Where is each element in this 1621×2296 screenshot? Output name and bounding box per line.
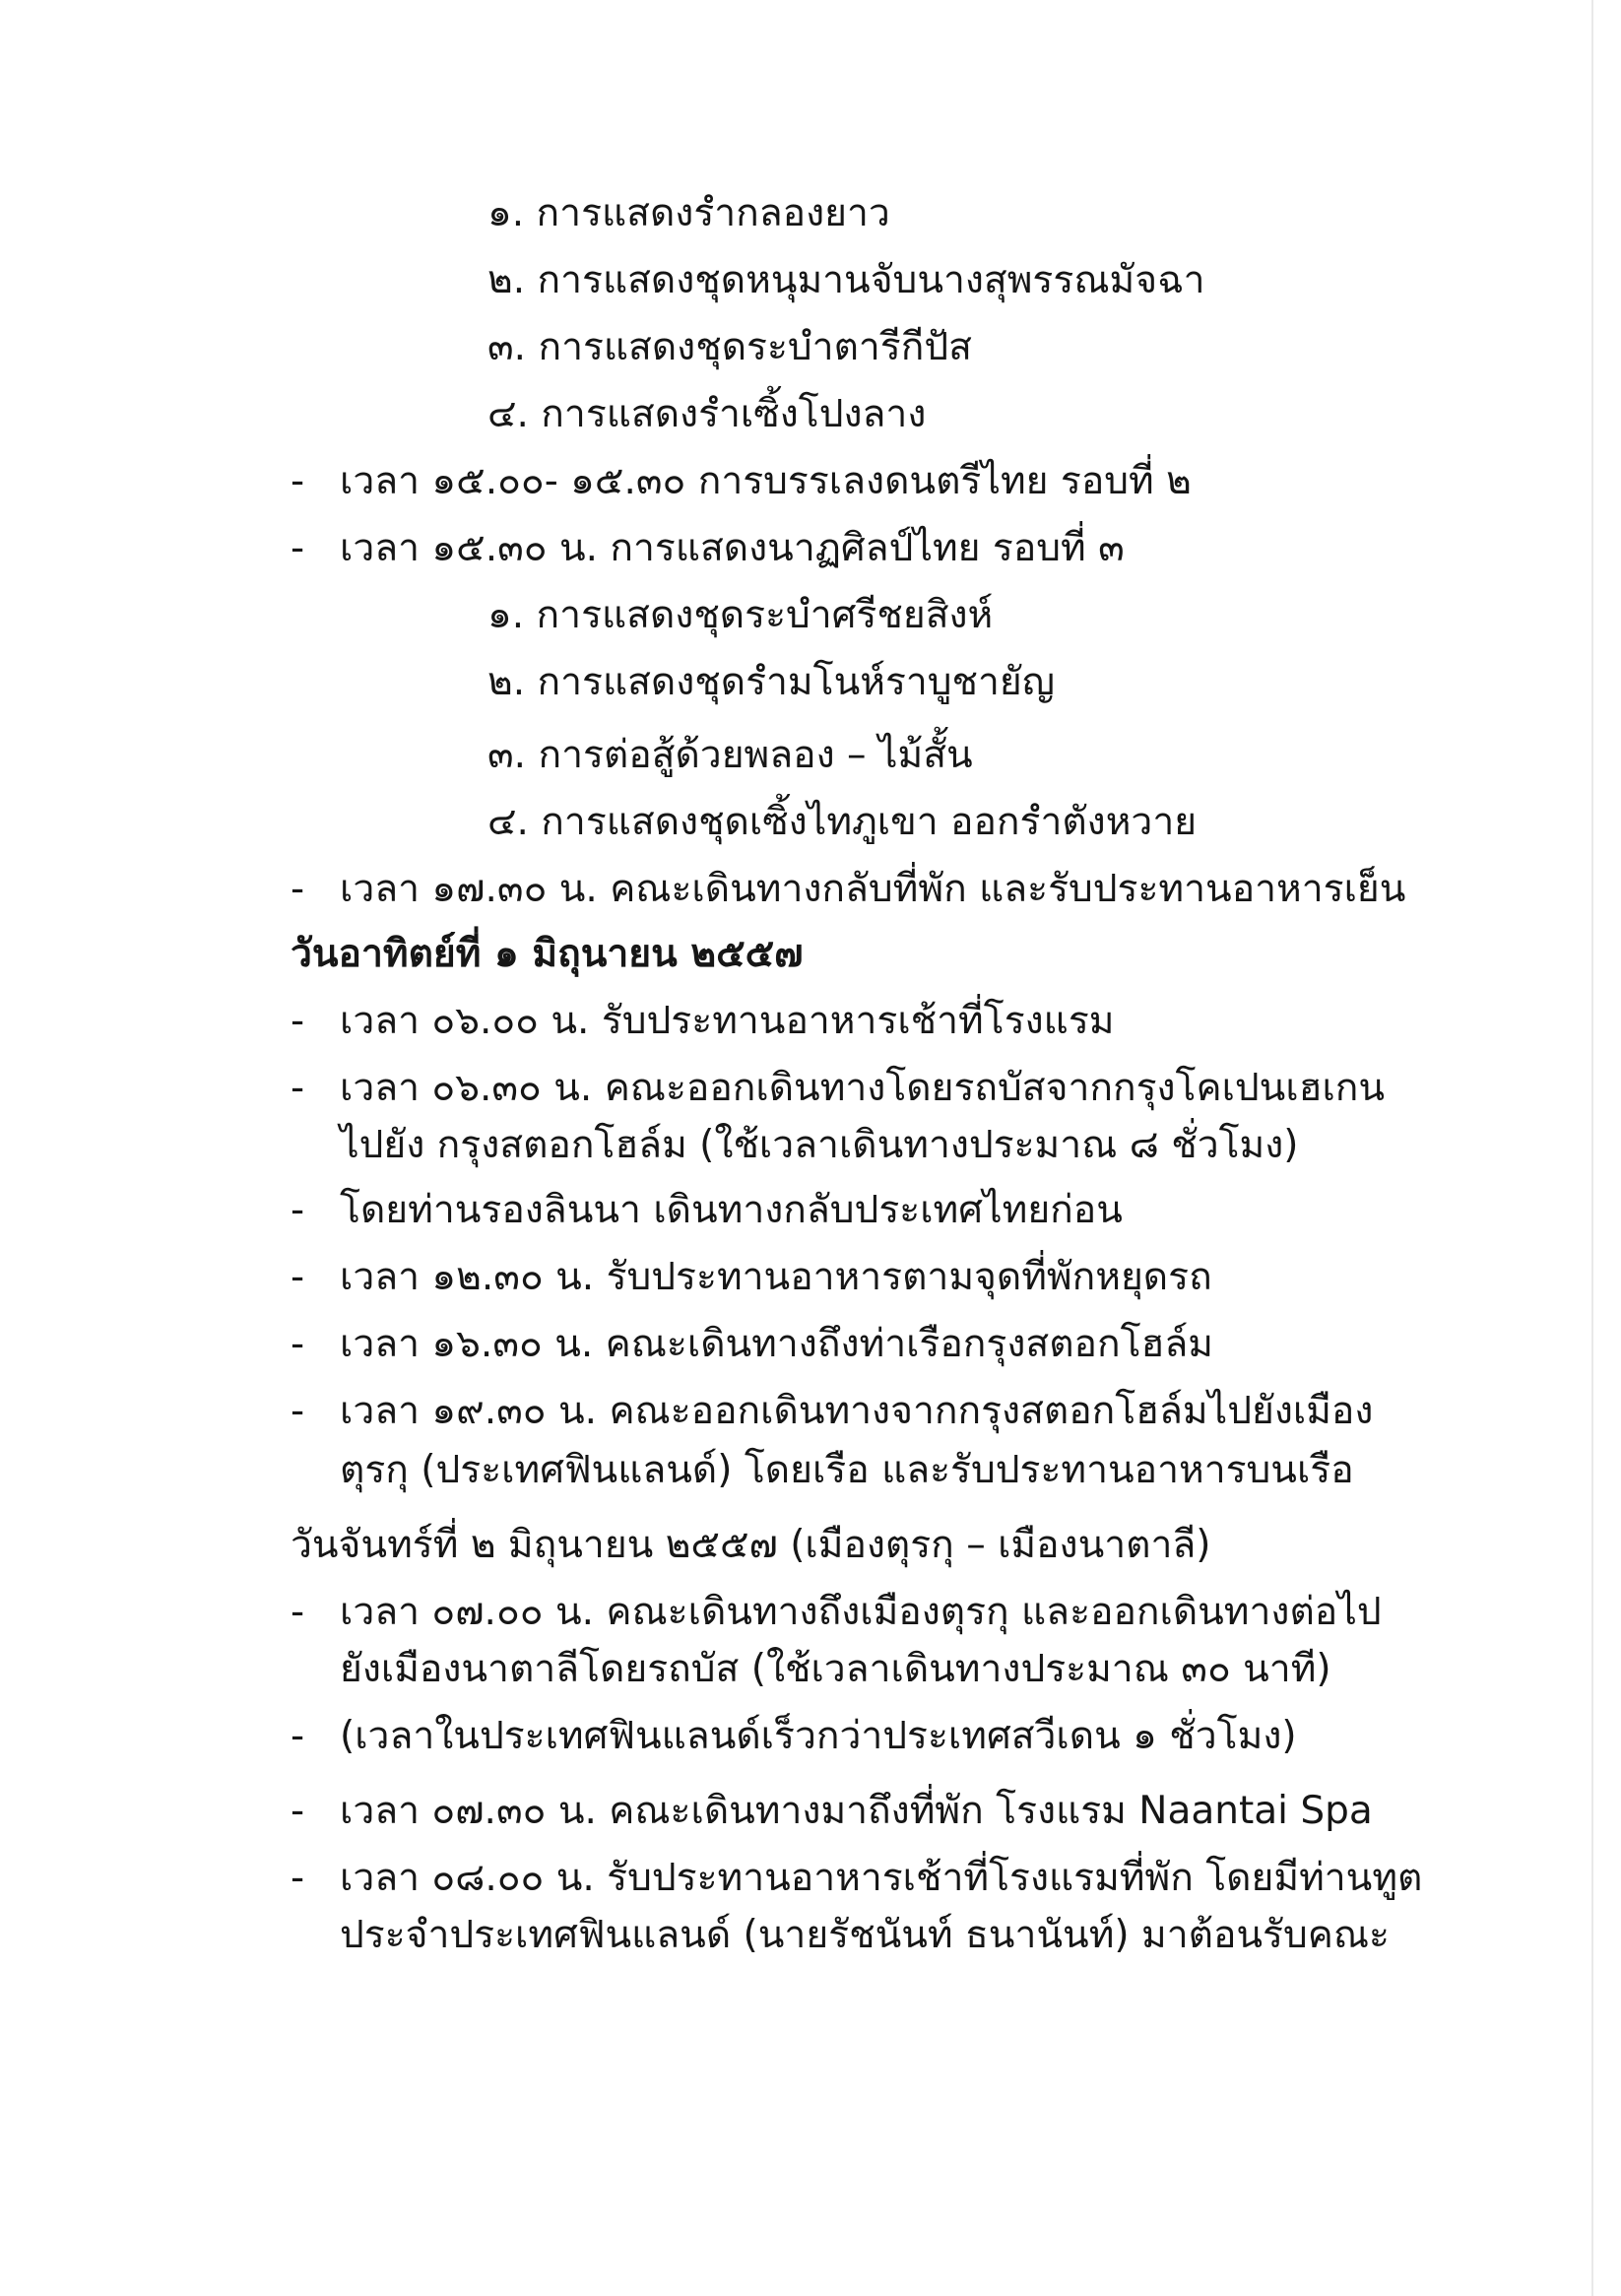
day-heading-monday: วันจันทร์ที่ ๒ มิถุนายน ๒๕๕๗ (เมืองตุรกุ – เมืองนาตาลี) (291, 1523, 1211, 1567)
bullet-dash: - (291, 1255, 305, 1299)
list-item: ๓. การแสดงชุดระบำตารีกีปัส (487, 325, 972, 369)
bullet-dash: - (291, 1066, 305, 1110)
bullet-dash: - (291, 1389, 305, 1433)
schedule-item: เวลา ๑๒.๓๐ น. รับประทานอาหารตามจุดที่พักหยุดรถ (340, 1255, 1212, 1299)
bullet-dash: - (291, 1714, 305, 1758)
schedule-item: เวลา ๐๗.๓๐ น. คณะเดินทางมาถึงที่พัก โรงแรม Naantai Spa (340, 1789, 1373, 1833)
list-item: ๔. การแสดงชุดเซิ้งไทภูเขา ออกรำตังหวาย (487, 800, 1198, 844)
schedule-item-continuation: ไปยัง กรุงสตอกโฮล์ม (ใช้เวลาเดินทางประมาณ ๘ ชั่วโมง) (340, 1123, 1299, 1167)
schedule-item: เวลา ๑๙.๓๐ น. คณะออกเดินทางจากกรุงสตอกโฮล์มไปยังเมือง (340, 1389, 1374, 1433)
schedule-item-continuation: ยังเมืองนาตาลีโดยรถบัส (ใช้เวลาเดินทางประมาณ ๓๐ นาที) (340, 1647, 1331, 1691)
list-item: ๑. การแสดงรำกลองยาว (487, 191, 890, 235)
schedule-item: เวลา ๑๕.๐๐- ๑๕.๓๐ การบรรเลงดนตรีไทย รอบที่ ๒ (340, 459, 1192, 503)
schedule-item: (เวลาในประเทศฟินแลนด์เร็วกว่าประเทศสวีเดน ๑ ชั่วโมง) (340, 1714, 1297, 1758)
schedule-item: เวลา ๐๖.๓๐ น. คณะออกเดินทางโดยรถบัสจากกรุงโคเปนเฮเกน (340, 1066, 1386, 1110)
bullet-dash: - (291, 526, 305, 570)
bullet-dash: - (291, 1856, 305, 1900)
bullet-dash: - (291, 1322, 305, 1366)
list-item: ๒. การแสดงชุดรำมโนห์ราบูชายัญ (487, 660, 1055, 704)
bullet-dash: - (291, 459, 305, 503)
schedule-item: เวลา ๐๖.๐๐ น. รับประทานอาหารเช้าที่โรงแรม (340, 999, 1115, 1043)
schedule-item: โดยท่านรองลินนา เดินทางกลับประเทศไทยก่อน (340, 1188, 1123, 1232)
list-item: ๑. การแสดงชุดระบำศรีชยสิงห์ (487, 593, 994, 637)
day-heading-sunday: วันอาทิตย์ที่ ๑ มิถุนายน ๒๕๕๗ (291, 932, 804, 976)
bullet-dash: - (291, 1789, 305, 1833)
schedule-item: เวลา ๑๕.๓๐ น. การแสดงนาฏศิลป์ไทย รอบที่ ๓ (340, 526, 1125, 570)
list-item: ๔. การแสดงรำเซิ้งโปงลาง (487, 392, 927, 436)
schedule-item: เวลา ๑๖.๓๐ น. คณะเดินทางถึงท่าเรือกรุงสตอกโฮล์ม (340, 1322, 1213, 1366)
bullet-dash: - (291, 1590, 305, 1634)
list-item: ๒. การแสดงชุดหนุมานจับนางสุพรรณมัจฉา (487, 258, 1205, 302)
schedule-item-continuation: ตุรกุ (ประเทศฟินแลนด์) โดยเรือ และรับประทานอาหารบนเรือ (340, 1448, 1354, 1492)
schedule-item: เวลา ๐๘.๐๐ น. รับประทานอาหารเช้าที่โรงแรมที่พัก โดยมีท่านทูต (340, 1856, 1423, 1900)
schedule-item: เวลา ๑๗.๓๐ น. คณะเดินทางกลับที่พัก และรับประทานอาหารเย็น (340, 867, 1406, 911)
bullet-dash: - (291, 999, 305, 1043)
bullet-dash: - (291, 867, 305, 911)
list-item: ๓. การต่อสู้ด้วยพลอง – ไม้สั้น (487, 733, 973, 777)
schedule-item: เวลา ๐๗.๐๐ น. คณะเดินทางถึงเมืองตุรกุ และออกเดินทางต่อไป (340, 1590, 1382, 1634)
bullet-dash: - (291, 1188, 305, 1232)
page-edge-line (1591, 0, 1593, 2296)
schedule-item-continuation: ประจำประเทศฟินแลนด์ (นายรัชนันท์ ธนานันท์) มาต้อนรับคณะ (340, 1913, 1390, 1957)
